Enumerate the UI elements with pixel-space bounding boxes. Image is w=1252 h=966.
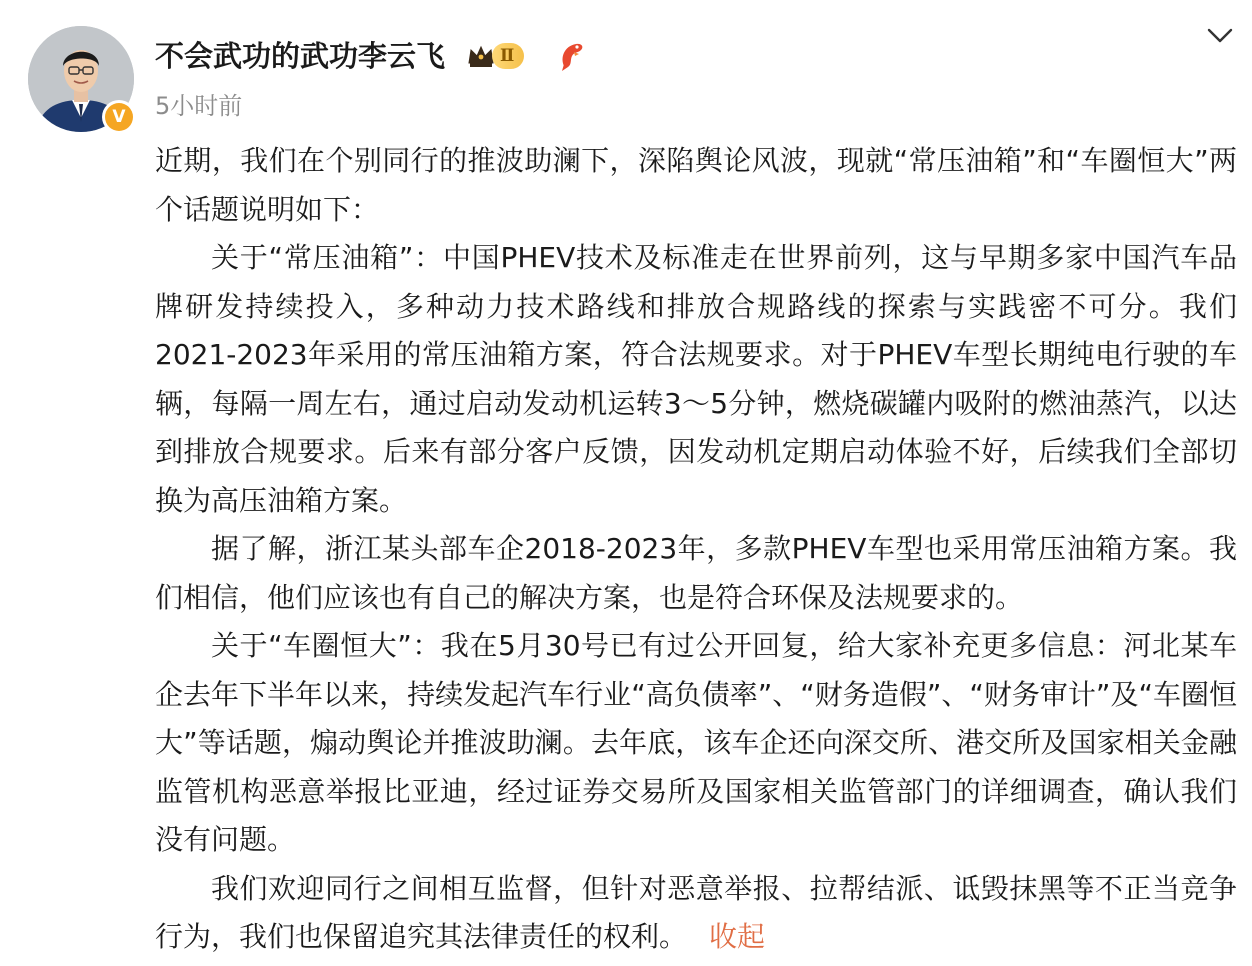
paragraph-zhejiang: 据了解，浙江某头部车企2018-2023年，多款PHEV车型也采用常压油箱方案。我们相信，他们应该也有自己的解决方案，也是符合环保及法规要求的。 (155, 532, 1237, 614)
verified-v-icon: V (105, 103, 133, 131)
verified-badge (102, 100, 136, 134)
post-time: 5小时前 (155, 92, 243, 120)
collapse-link[interactable]: 收起 (709, 920, 766, 953)
paragraph-intro: 近期，我们在个别同行的推波助澜下，深陷舆论风波，现就“常压油箱”和“车圈恒大”两个话题说明如下： (155, 144, 1237, 226)
vip-badge[interactable] (466, 40, 524, 72)
fish-icon (556, 38, 588, 72)
paragraph-evergrande: 关于“车圈恒大”：我在5月30号已有过公开回复，给大家补充更多信息：河北某车企去年下半年以来，持续发起汽车行业“高负债率”、“财务造假”、“财务审计”及“车圈恒大”等话题，煽动舆论并推波助澜。去年底，该车企还向深交所、港交所及国家相关金融监管机构恶意举报比亚迪，经过证券交易所及国家相关监管部门的详细调查，确认我们没有问题。 (155, 629, 1237, 856)
paragraph-closing (155, 865, 1237, 962)
chevron-down-icon[interactable] (1204, 22, 1236, 48)
vip-level: Ⅱ (492, 43, 524, 69)
paragraph-closing-text: 我们欢迎同行之间相互监督，但针对恶意举报、拉帮结派、诋毁抹黑等不正当竞争行为，我们也保留追究其法律责任的权利。 (155, 871, 1237, 953)
author-name[interactable]: 不会武功的武功李云飞 (155, 39, 446, 73)
post-content (155, 137, 1237, 962)
paragraph-fuel-tank: 关于“常压油箱”：中国PHEV技术及标准走在世界前列，这与早期多家中国汽车品牌研发持续投入，多种动力技术路线和排放合规路线的探索与实践密不可分。我们2021-2023年采用的常压油箱方案，符合法规要求。对于PHEV车型长期纯电行驶的车辆，每隔一周左右，通过启动发动机运转3～5分钟，燃烧碳罐内吸附的燃油蒸汽，以达到排放合规要求。后来有部分客户反馈，因发动机定期启动体验不好，后续我们全部切换为高压油箱方案。 (155, 241, 1237, 517)
